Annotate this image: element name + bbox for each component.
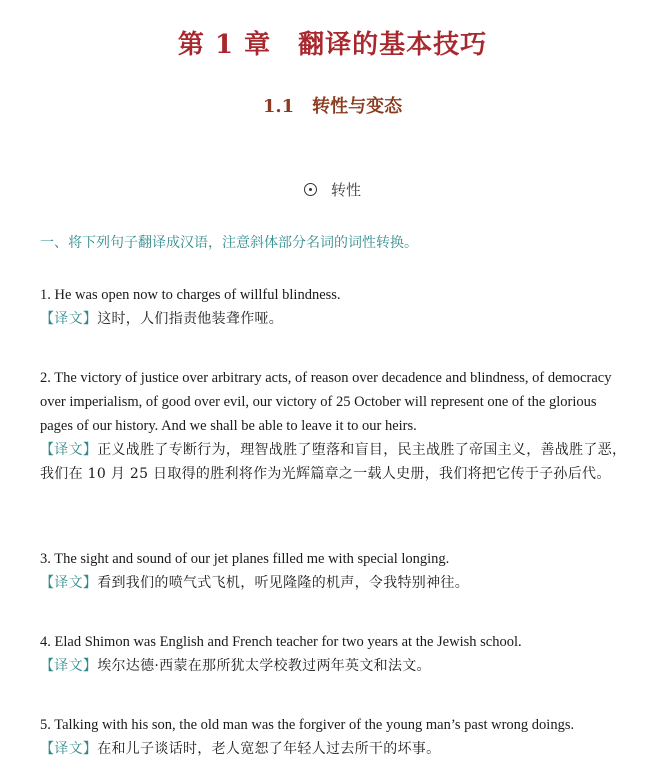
translation-tag: 【译文】	[40, 442, 98, 458]
circle-dot-icon	[304, 183, 317, 196]
subsection-heading	[0, 179, 665, 200]
translation-tag: 【译文】	[40, 575, 98, 591]
translation-tag: 【译文】	[40, 658, 98, 674]
translation-tag: 【译文】	[40, 311, 98, 327]
exercise-item	[40, 713, 630, 761]
translation-text: 这时，人们指责他装聋作哑。	[97, 311, 284, 327]
chinese-translation	[40, 307, 630, 331]
chapter-title: 第 1 章 翻译的基本技巧	[177, 30, 488, 60]
english-sentence: 4. Elad Shimon was English and French teacher for two years at the Jewish school.	[40, 634, 522, 650]
english-sentence: 2. The victory of justice over arbitrary acts, of reason over decadence and blindness, of democracy over imperialism, of good over evil, our victory of 25 October will represent one of the glorious pages of our history. And we shall be able to leave it to our heirs.	[40, 370, 612, 434]
exercise-item	[40, 366, 630, 486]
chinese-translation	[40, 654, 630, 678]
exercise-item	[40, 283, 630, 331]
chinese-translation	[40, 737, 630, 761]
translation-text: 在和儿子谈话时，老人宽恕了年轻人过去所干的坏事。	[97, 741, 441, 757]
chinese-translation	[40, 438, 630, 486]
translation-text: 正义战胜了专断行为，理智战胜了堕落和盲目，民主战胜了帝国主义，善战胜了恶，我们在 10 月 25 日取得的胜利将作为光辉篇章之一载人史册，我们将把它传于子孙后代。	[40, 442, 627, 482]
english-sentence: 1. He was open now to charges of willful blindness.	[40, 287, 341, 303]
translation-tag: 【译文】	[40, 741, 98, 757]
english-sentence: 5. Talking with his son, the old man was the forgiver of the young man’s past wrong doings.	[40, 717, 575, 733]
subsection-title: 转性	[330, 181, 361, 199]
translation-text: 埃尔达德·西蒙在那所犹太学校教过两年英文和法文。	[97, 658, 431, 674]
exercise-instruction: 一、将下列句子翻译成汉语，注意斜体部分名词的词性转换。	[40, 235, 418, 251]
exercise-item	[40, 630, 630, 678]
exercise-item	[40, 547, 630, 595]
chinese-translation	[40, 571, 630, 595]
english-sentence: 3. The sight and sound of our jet planes filled me with special longing.	[40, 551, 450, 567]
section-title: 1.1 转性与变态	[262, 96, 403, 117]
translation-text: 看到我们的喷气式飞机，听见隆隆的机声，令我特别神往。	[97, 575, 470, 591]
